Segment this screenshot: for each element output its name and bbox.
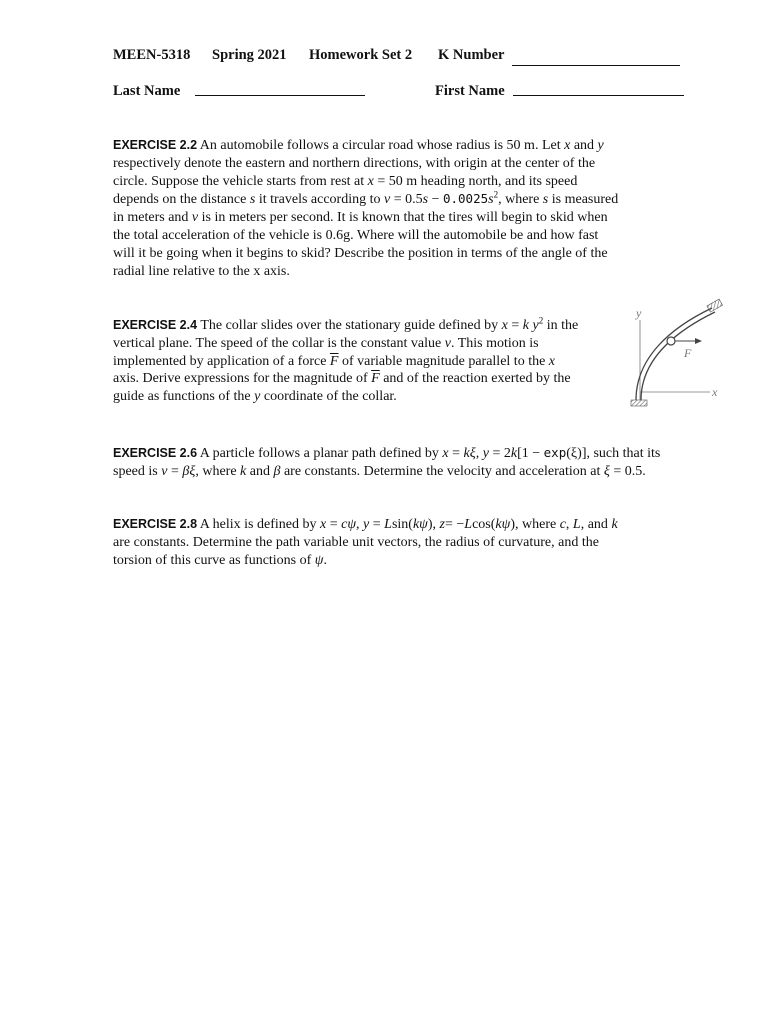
- exercise-label: EXERCISE 2.2: [113, 138, 198, 152]
- last-name-label: Last Name: [113, 83, 181, 99]
- course-code: MEEN-5318: [113, 47, 191, 63]
- exercise-2-2: [113, 137, 673, 280]
- exercise-label: EXERCISE 2.6: [113, 446, 198, 460]
- ex24-line-1: EXERCISE 2.4 The collar slides over the stationary guide defined by x = k $y^2$ in the: [113, 315, 579, 333]
- ex28-line-1: EXERCISE 2.8 A helix is defined by x = cψ, y = Lsin(kψ), z= −Lcos(kψ), where c, L, and k: [113, 517, 618, 532]
- k-number-label: K Number: [438, 47, 505, 63]
- exercise-label: EXERCISE 2.8: [113, 517, 198, 531]
- top-support: [707, 299, 723, 312]
- guide-curve: [636, 308, 712, 400]
- ex22-line-3: circle. Suppose the vehicle starts from rest at x = 50 m heading north, and its speed: [113, 173, 578, 189]
- last-name-field[interactable]: [195, 95, 365, 96]
- ex22-line-2: respectively denote the eastern and northern directions, with origin at the center of the: [113, 155, 596, 171]
- ex22-line-7: will it be going when it begins to skid? Describe the position in terms of the angle of the: [113, 245, 608, 261]
- ex28-line-3: torsion of this curve as functions of ψ.: [113, 552, 327, 568]
- collar-guide-figure: [620, 298, 730, 413]
- exercise-label: EXERCISE 2.4: [113, 318, 198, 332]
- ex22-line-8: radial line relative to the x axis.: [113, 263, 290, 279]
- x-axis-label: x: [712, 385, 718, 399]
- exercise-2-4: [113, 317, 613, 406]
- ex26-line-1: EXERCISE 2.6 A particle follows a planar path defined by x = kξ, y = 2k[1 − exp(ξ)], such that its: [113, 445, 661, 461]
- ex22-line-6: the total acceleration of the vehicle is 0.6g. Where will the automobile be and how fast: [113, 227, 599, 243]
- ex24-line-3: implemented by application of a force $\overline{F}$ of variable magnitude parallel to the x: [113, 353, 556, 369]
- ex24-line-2: vertical plane. The speed of the collar is the constant value v. This motion is: [113, 335, 539, 351]
- first-name-field[interactable]: [513, 95, 684, 96]
- term: Spring 2021: [212, 47, 287, 63]
- exercise-2-8: [113, 516, 673, 569]
- bottom-support: [631, 400, 647, 406]
- first-name-label: First Name: [435, 83, 505, 99]
- exercise-2-6: [113, 444, 703, 481]
- ex24-line-4: axis. Derive expressions for the magnitude of $\overline{F}$ and of the reaction exerted by the: [113, 371, 571, 387]
- force-label: F: [684, 346, 692, 360]
- k-number-field[interactable]: [512, 65, 680, 66]
- ex26-line-2: speed is v = βξ, where k and β are constants. Determine the velocity and acceleration at ξ = 0.5.: [113, 463, 646, 479]
- ex22-line-5: in meters and v is in meters per second. It is known that the tires will begin to skid when: [113, 210, 608, 226]
- collar: [667, 337, 675, 345]
- assignment-title: Homework Set 2: [309, 47, 413, 63]
- ex24-line-5: guide as functions of the y coordinate of the collar.: [113, 389, 397, 405]
- ex28-line-2: are constants. Determine the path variable unit vectors, the radius of curvature, and the: [113, 534, 599, 550]
- ex22-line-4: depends on the distance s it travels according to $v = 0.5s - 0.0025s^2$, where s is measured: [113, 189, 619, 208]
- y-axis-label: y: [636, 306, 642, 320]
- ex22-line-1: EXERCISE 2.2 An automobile follows a circular road whose radius is 50 m. Let x and y: [113, 138, 604, 153]
